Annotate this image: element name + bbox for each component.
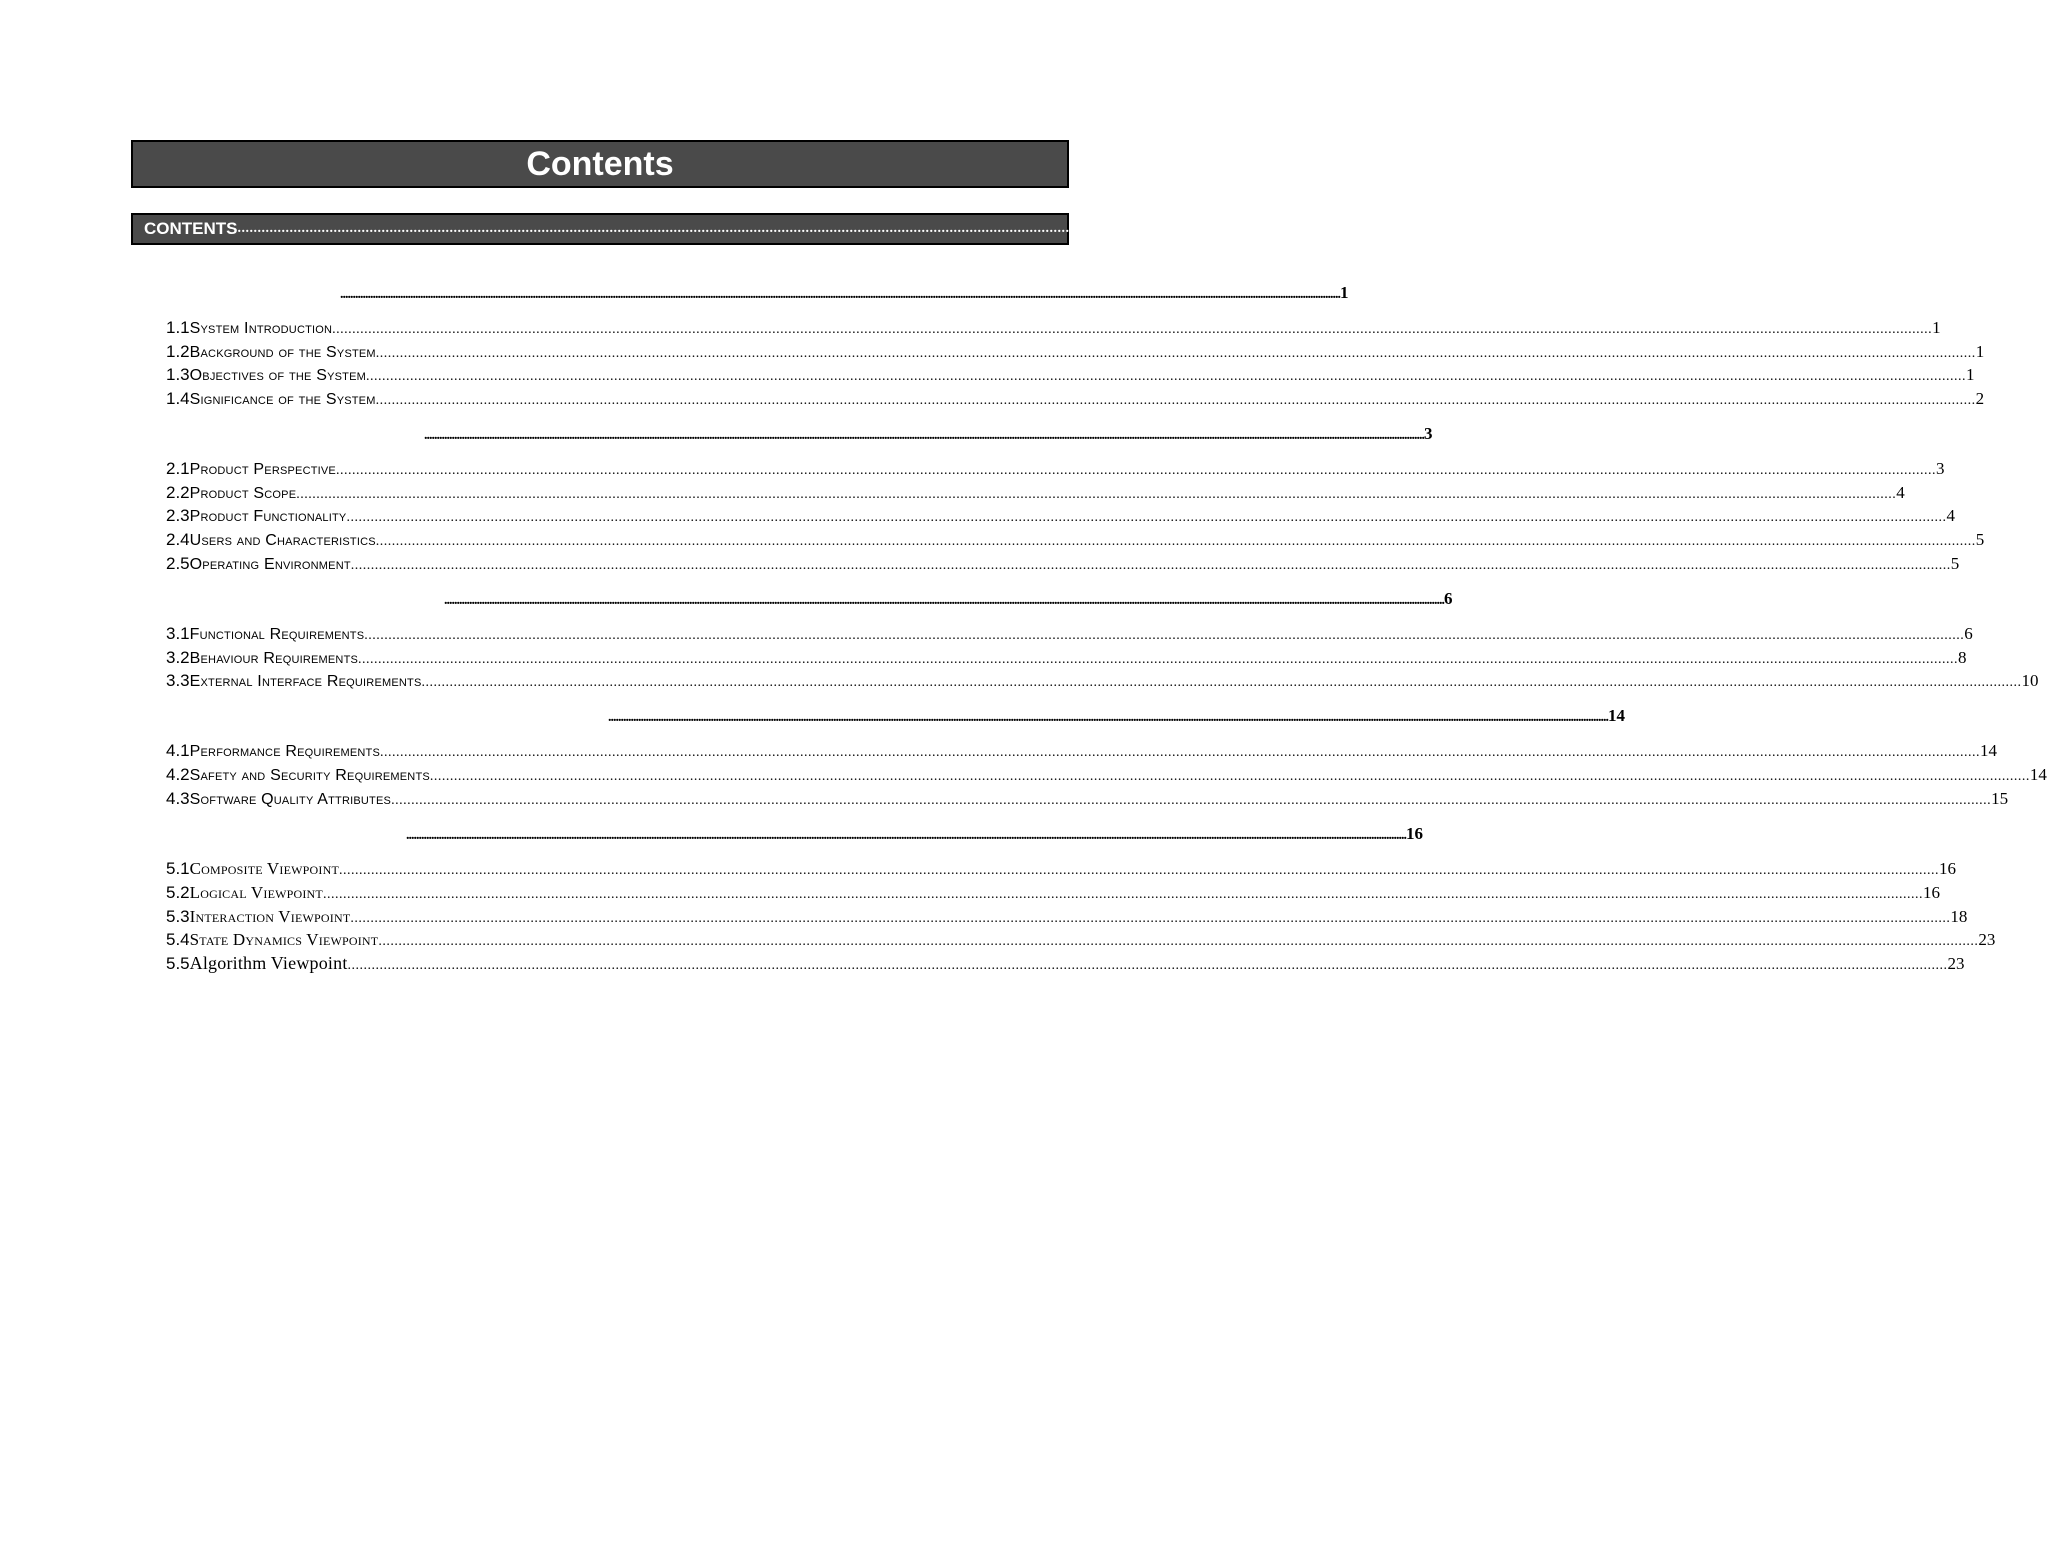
toc-entry-number: 5.4 bbox=[166, 930, 190, 949]
toc-entry-title: Safety and Security Requirements bbox=[189, 767, 430, 784]
toc-entry-page: 15 bbox=[1991, 789, 2009, 808]
toc-chapter-page: 3 bbox=[1424, 424, 1433, 443]
toc-chapter-3[interactable] bbox=[444, 585, 1453, 609]
toc-entry-page: 8 bbox=[1958, 648, 1967, 667]
toc-entry-title: State Dynamics Viewpoint bbox=[189, 930, 379, 949]
toc-entry-page: 10 bbox=[2021, 671, 2039, 690]
toc-entry-title: Significance of the System bbox=[189, 391, 376, 408]
toc-entry-number: 5.3 bbox=[166, 907, 190, 926]
toc-entry[interactable] bbox=[166, 550, 1960, 574]
dot-leader: ................................................................................................................................................................................................................................................................................................................................................................................................................ bbox=[365, 369, 1966, 384]
dot-leader: ................................................................................................................................................................................................................................................................................................................................................................................................................ bbox=[380, 745, 1981, 760]
dot-leader: ................................................................................................................................................................................................................................................................................................................................................................................................................ bbox=[444, 593, 1444, 608]
toc-entry-number: 2.3 bbox=[166, 506, 190, 525]
dot-leader: ................................................................................................................................................................................................................................................................................................................................................................................................................ bbox=[375, 393, 1976, 408]
dot-leader: ................................................................................................................................................................................................................................................................................................................................................................................................................ bbox=[346, 510, 1947, 525]
toc-entry-title: Logical Viewpoint bbox=[189, 883, 323, 902]
dot-leader: ................................................................................................................................................................................................................................................................................................................................................................................................................ bbox=[339, 863, 1939, 878]
dot-leader: ................................................................................................................................................................................................................................................................................................................................................................................................................ bbox=[421, 675, 2022, 690]
toc-entry-page: 18 bbox=[1950, 907, 1968, 926]
toc-entry-number: 2.5 bbox=[166, 554, 190, 573]
toc-entry-page: 16 bbox=[1939, 859, 1956, 878]
toc-chapter-page: 6 bbox=[1444, 589, 1453, 608]
dot-leader: ................................................................................................................................................................................................................................................................................................................................................................................................................ bbox=[375, 534, 1976, 549]
toc-entry-page: 1 bbox=[1965, 365, 1975, 384]
toc-entry-page: 23 bbox=[1978, 930, 1996, 949]
toc-entry-page: 5 bbox=[1950, 554, 1960, 573]
toc-entry[interactable] bbox=[166, 879, 1940, 903]
toc-entry-number: 3.1 bbox=[166, 624, 190, 643]
toc-entry[interactable] bbox=[166, 926, 1996, 950]
dot-leader: ................................................................................................................................................................................................................................................................................................................................................................................................................ bbox=[406, 828, 1406, 843]
toc-entry-title: Background of the System bbox=[189, 344, 376, 361]
toc-entry-title: Users and Characteristics bbox=[189, 532, 376, 549]
toc-entry-title: Operating Environment bbox=[189, 556, 351, 573]
dot-leader: ................................................................................................................................................................................................................................................................................................................................................................................................................ bbox=[364, 628, 1965, 643]
page-title: Contents bbox=[131, 140, 1069, 188]
dot-leader: ................................................................................................................................................................................................................................................................................................................................................................................................................ bbox=[378, 934, 1979, 949]
toc-entry[interactable] bbox=[166, 667, 2039, 691]
toc-entry-page: 4 bbox=[1946, 506, 1955, 525]
dot-leader: ................................................................................................................................................................................................................................................................................................................................................................................................................ bbox=[350, 911, 1951, 926]
toc-entry-title: Functional Requirements bbox=[189, 626, 365, 643]
toc-entry-page: 3 bbox=[1935, 459, 1945, 478]
toc-entry-number: 2.1 bbox=[166, 459, 190, 478]
toc-entry[interactable] bbox=[166, 785, 2009, 809]
dot-leader: ................................................................................................................................................................................................................................................................................................................................................................................................................ bbox=[391, 793, 1992, 808]
toc-entry-page: 14 bbox=[1980, 741, 1998, 760]
toc-entry-title: Software Quality Attributes bbox=[189, 791, 392, 808]
toc-chapter-1[interactable] bbox=[340, 279, 1349, 303]
toc-entry-title: Interaction Viewpoint bbox=[189, 907, 351, 926]
toc-entry-number: 1.3 bbox=[166, 365, 190, 384]
toc-entry-number: 4.2 bbox=[166, 765, 190, 784]
toc-entry-number: 3.3 bbox=[166, 671, 190, 690]
toc-entry-number: 3.2 bbox=[166, 648, 190, 667]
toc-chapter-page: 16 bbox=[1406, 824, 1423, 843]
toc-entry[interactable] bbox=[166, 455, 1945, 479]
toc-entry-title: Composite Viewpoint bbox=[189, 859, 339, 878]
toc-chapter-page: 1 bbox=[1340, 283, 1349, 302]
toc-entry[interactable] bbox=[166, 644, 1967, 668]
toc-entry[interactable] bbox=[166, 620, 1973, 644]
toc-entry[interactable] bbox=[166, 950, 1965, 974]
toc-entry-page: 4 bbox=[1896, 483, 1905, 502]
toc-entry-title: Behaviour Requirements bbox=[189, 650, 359, 667]
dot-leader: ................................................................................................................................................................................................................................................................................................................................................................................................................ bbox=[347, 958, 1948, 973]
toc-entry-page: 14 bbox=[2029, 765, 2047, 784]
toc-entry-number: 1.4 bbox=[166, 389, 190, 408]
dot-leader: ................................................................................................................................................................................................................................................................................................................................................................................................................ bbox=[429, 769, 2030, 784]
dot-leader: ................................................................................................................................................................................................................................................................................................................................................................................................................ bbox=[335, 463, 1936, 478]
toc-entry-number: 4.1 bbox=[166, 741, 190, 760]
toc-entry-title: System Introduction bbox=[189, 320, 333, 337]
toc-entry-title: External Interface Requirements bbox=[189, 673, 422, 690]
toc-entry-page: 6 bbox=[1964, 624, 1973, 643]
dot-leader: ................................................................................................................................................................................................................................................................................................................................................................................................................ bbox=[358, 652, 1959, 667]
toc-entry-title: Product Perspective bbox=[189, 461, 336, 478]
toc-entry-page: 5 bbox=[1975, 530, 1985, 549]
dot-leader: ................................................................................................................................................................................................................................................................................................................................................................................................................ bbox=[424, 428, 1424, 443]
toc-entry-page: 1 bbox=[1975, 342, 1985, 361]
toc-contents-entry[interactable] bbox=[131, 213, 1844, 245]
toc-entry[interactable] bbox=[166, 385, 1985, 409]
toc-entry-number: 2.2 bbox=[166, 483, 190, 502]
toc-entry[interactable] bbox=[166, 479, 1905, 503]
toc-entry-title: Product Scope bbox=[189, 485, 297, 502]
dot-leader: ................................................................................................................................................................................................................................................................................................................................................................................................................ bbox=[350, 558, 1951, 573]
toc-entry-title: Product Functionality bbox=[189, 508, 347, 525]
toc-chapter-4[interactable] bbox=[608, 702, 1625, 726]
toc-entry-number: 5.1 bbox=[166, 859, 190, 878]
toc-entry[interactable] bbox=[166, 855, 1956, 879]
toc-entry[interactable] bbox=[166, 903, 1968, 927]
toc-entry[interactable] bbox=[166, 737, 1998, 761]
toc-entry[interactable] bbox=[166, 361, 1975, 385]
toc-entry-number: 5.2 bbox=[166, 883, 190, 902]
toc-entry-page: 23 bbox=[1947, 954, 1965, 973]
dot-leader: ................................................................................................................................................................................................................................................................................................................................................................................................................ bbox=[237, 221, 1838, 236]
toc-contents-label: CONTENTS bbox=[144, 219, 238, 238]
toc-entry[interactable] bbox=[166, 338, 1985, 362]
toc-chapter-5[interactable] bbox=[406, 820, 1423, 844]
dot-leader: ................................................................................................................................................................................................................................................................................................................................................................................................................ bbox=[322, 887, 1923, 902]
toc-entry[interactable] bbox=[166, 761, 2047, 785]
toc-entry-title: Performance Requirements bbox=[189, 743, 381, 760]
toc-entry[interactable] bbox=[166, 526, 1985, 550]
toc-entry[interactable] bbox=[166, 314, 1941, 338]
dot-leader: ................................................................................................................................................................................................................................................................................................................................................................................................................ bbox=[375, 346, 1976, 361]
dot-leader: ................................................................................................................................................................................................................................................................................................................................................................................................................ bbox=[608, 710, 1608, 725]
dot-leader: ................................................................................................................................................................................................................................................................................................................................................................................................................ bbox=[296, 487, 1897, 502]
toc-entry-page: 2 bbox=[1975, 389, 1985, 408]
dot-leader: ................................................................................................................................................................................................................................................................................................................................................................................................................ bbox=[340, 287, 1340, 302]
toc-entry-number: 2.4 bbox=[166, 530, 190, 549]
toc-entry-number: 1.1 bbox=[166, 318, 190, 337]
toc-entry-title: Objectives of the System bbox=[189, 367, 366, 384]
toc-entry-page: 1 bbox=[1932, 318, 1941, 337]
toc-entry-number: 5.5 bbox=[166, 954, 190, 973]
toc-entry-title: Algorithm Viewpoint bbox=[189, 953, 348, 973]
toc-entry-number: 1.2 bbox=[166, 342, 190, 361]
toc-entry-page: 16 bbox=[1922, 883, 1940, 902]
toc-contents-page: I bbox=[1837, 219, 1844, 238]
toc-entry-number: 4.3 bbox=[166, 789, 190, 808]
toc-chapter-page: 14 bbox=[1608, 706, 1625, 725]
dot-leader: ................................................................................................................................................................................................................................................................................................................................................................................................................ bbox=[332, 322, 1933, 337]
toc-entry[interactable] bbox=[166, 502, 1955, 526]
toc-chapter-2[interactable] bbox=[424, 420, 1433, 444]
